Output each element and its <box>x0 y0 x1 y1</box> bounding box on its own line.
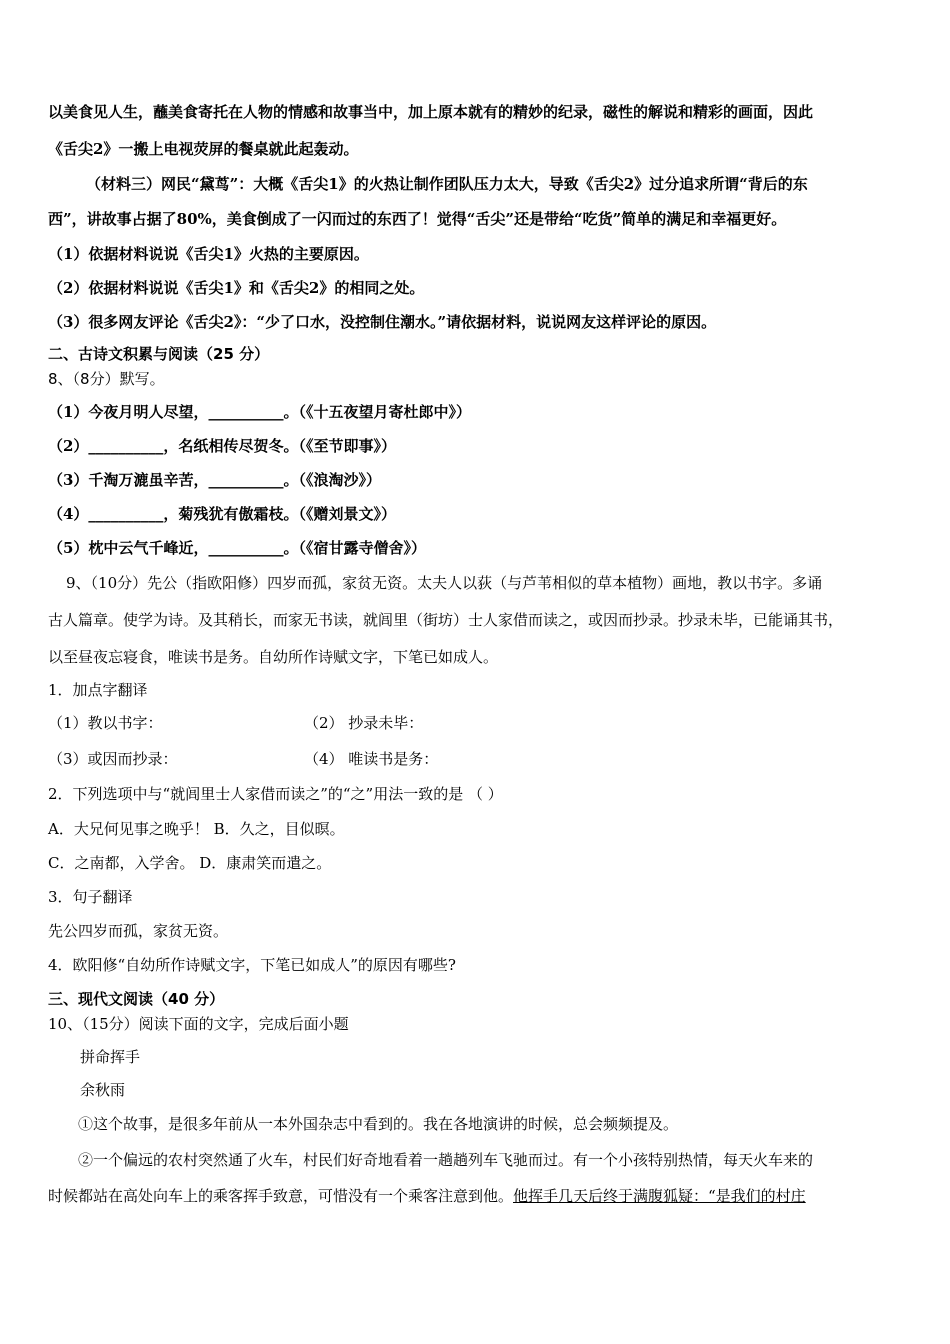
text-line: ①这个故事，是很多年前从一本外国杂志中看到的。我在各地演讲的时候，总会频频提及。 <box>78 1115 679 1133</box>
fill-blank-line: （5）枕中云气千峰近，__________。（《宿甘露寺僧舍》） <box>48 539 426 557</box>
question-line: （3）很多网友评论《舌尖2》：“少了口水，没控制住潮水。”请依据材料，说说网友这样评论的原因。 <box>48 313 717 331</box>
text-segment: 时候都站在高处向车上的乘客挥手致意，可惜没有一个乘客注意到他。 <box>48 1187 514 1205</box>
sub-question: （4） 唯读书是务： <box>304 750 439 768</box>
sub-question: 4．欧阳修“自幼所作诗赋文字，下笔已如成人”的原因有哪些? <box>48 956 456 974</box>
option-line: C．之南都，入学舍。 D．康肃笑而遣之。 <box>48 854 332 872</box>
article-title: 拼命挥手 <box>80 1048 141 1066</box>
question-heading: 10、（15分）阅读下面的文字，完成后面小题 <box>48 1015 349 1033</box>
sub-question: （2） 抄录未毕： <box>304 714 424 732</box>
question-line: （1）依据材料说说《舌尖1》火热的主要原因。 <box>48 245 369 263</box>
text-line: 先公四岁而孤，家贫无资。 <box>48 922 229 940</box>
text-line: （材料三）网民“黛茑”：大概《舌尖1》的火热让制作团队压力太大，导致《舌尖2》过分追求所谓“背后的东 <box>86 175 808 193</box>
fill-blank-line: （4）__________，菊残犹有傲霜枝。（《赠刘景文》） <box>48 505 396 523</box>
sub-question: （3）或因而抄录： <box>48 750 178 768</box>
text-line: 《舌尖2》一搬上电视荧屏的餐桌就此起轰动。 <box>48 140 359 158</box>
section-heading: 三、现代文阅读（40 分） <box>48 990 225 1008</box>
text-line: 古人篇章。使学为诗。及其稍长，而家无书读，就闾里（街坊）士人家借而读之，或因而抄录。抄录未毕，已能诵其书， <box>48 611 844 629</box>
sub-question: 1．加点字翻译 <box>48 681 148 699</box>
text-line: 9、（10分）先公（指欧阳修）四岁而孤，家贫无资。太夫人以荻（与芦苇相似的草本植物）画地，教以书字。多诵 <box>66 574 823 592</box>
option-line: A．大兄何见事之晚乎！ B．久之，目似暝。 <box>48 820 345 838</box>
fill-blank-line: （2）__________，名纸相传尽贺冬。（《至节即事》） <box>48 437 396 455</box>
fill-blank-line: （1）今夜月明人尽望，__________。（《十五夜望月寄杜郎中》） <box>48 403 471 421</box>
text-line <box>48 1186 806 1206</box>
section-heading: 二、古诗文积累与阅读（25 分） <box>48 345 270 363</box>
question-heading: 8、（8分）默写。 <box>48 370 165 388</box>
underlined-text: 他挥手几天后终于满腹狐疑：“是我们的村庄 <box>513 1187 806 1205</box>
text-line: ②一个偏远的农村突然通了火车，村民们好奇地看着一趟趟列车飞驰而过。有一个小孩特别热情，每天火车来的 <box>78 1151 814 1169</box>
sub-question: （1）教以书字： <box>48 714 163 732</box>
article-author: 余秋雨 <box>80 1081 126 1099</box>
sub-question: 3．句子翻译 <box>48 888 133 906</box>
fill-blank-line: （3）千淘万漉虽辛苦，__________。（《浪淘沙》） <box>48 471 381 489</box>
text-line: 以美食见人生，蘸美食寄托在人物的情感和故事当中，加上原本就有的精妙的纪录，磁性的解说和精彩的画面，因此 <box>48 103 814 121</box>
question-line: （2）依据材料说说《舌尖1》和《舌尖2》的相同之处。 <box>48 279 425 297</box>
text-line: 西”，讲故事占据了80%，美食倒成了一闪而过的东西了！觉得“舌尖”还是带给“吃货”简单的满足和幸福更好。 <box>48 210 787 228</box>
text-line: 以至昼夜忘寝食，唯读书是务。自幼所作诗赋文字，下笔已如成人。 <box>48 648 499 666</box>
sub-question: 2．下列选项中与“就闾里士人家借而读之”的“之”用法一致的是 （ ） <box>48 785 503 803</box>
